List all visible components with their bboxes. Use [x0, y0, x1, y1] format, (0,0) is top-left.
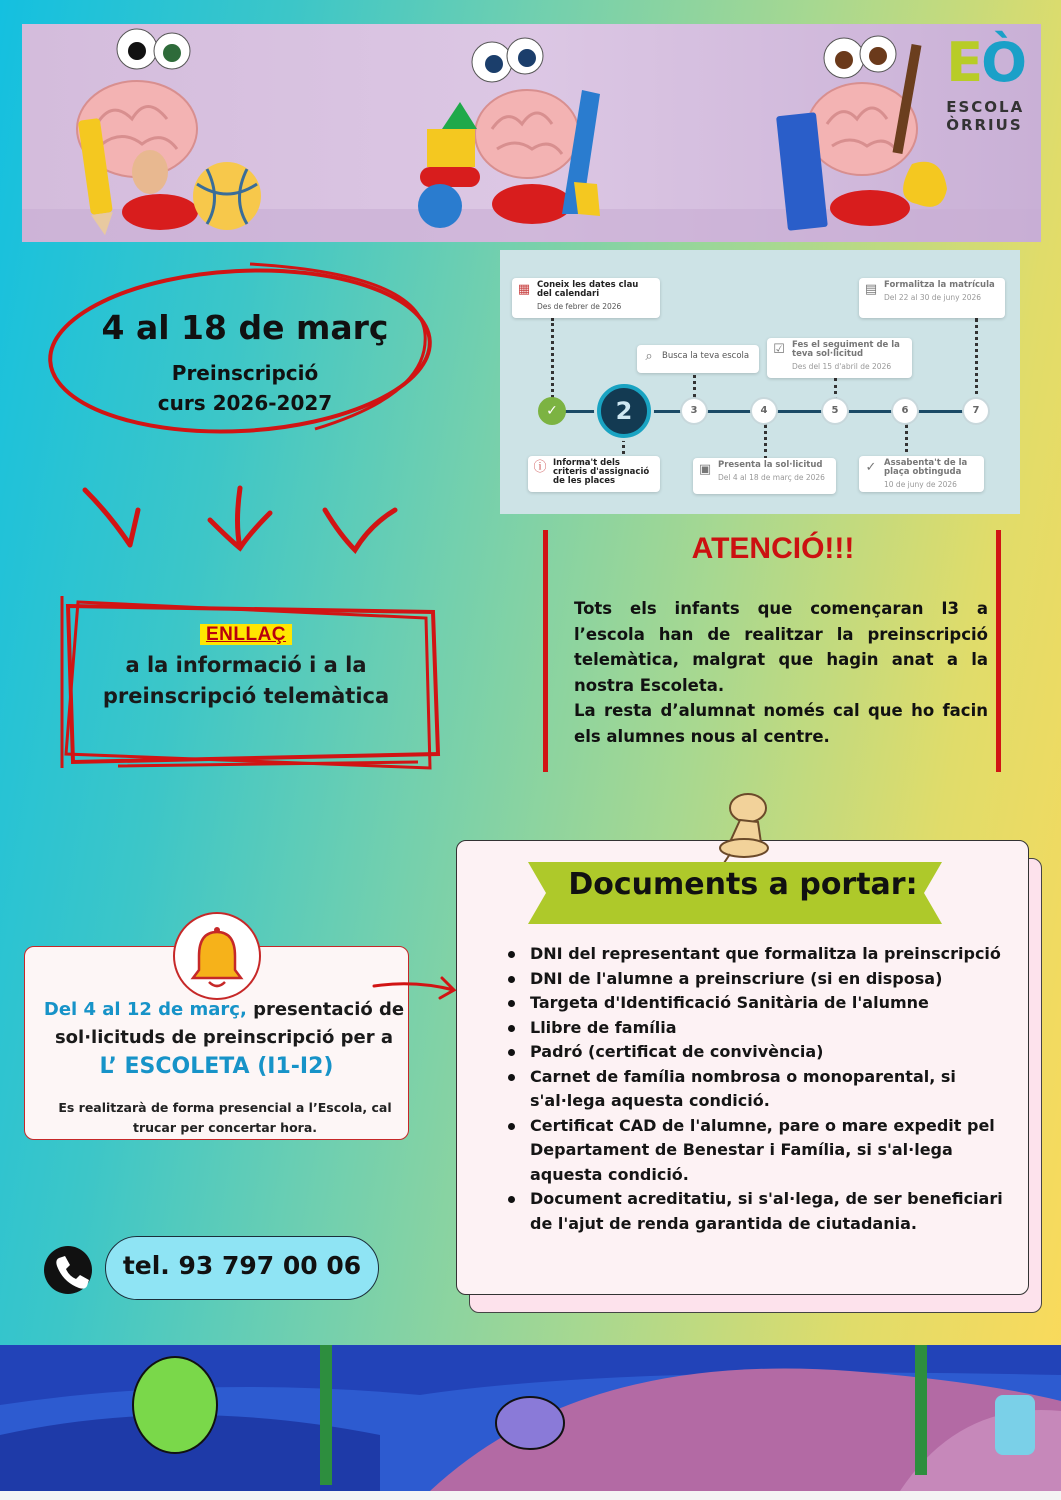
- children-drawing-footer: [0, 1345, 1061, 1491]
- timeline-step-5: 5: [821, 397, 849, 425]
- documents-title: Documents a portar:: [568, 867, 918, 902]
- timeline-connector: [551, 318, 554, 404]
- brain-character-3: [776, 36, 947, 231]
- list-item: DNI de l'alumne a preinscriure (si en disposa): [508, 967, 1008, 992]
- timeline-step-3: 3: [680, 397, 708, 425]
- checklist-icon: ☑: [773, 342, 785, 357]
- preinscription-link-box[interactable]: [48, 594, 444, 774]
- attention-paragraph-2: La resta d’alumnat només cal que ho facin els alumnes nous al centre.: [574, 701, 988, 746]
- attention-body: [574, 596, 988, 749]
- attention-paragraph-1: Tots els infants que començaran I3 a l’escola han de realitzar la preinscripció telemàtica, malgrat que hagin anat a la nostra Escoleta.: [574, 599, 988, 695]
- pushpin-icon: [700, 790, 780, 870]
- documents-list: [508, 942, 1008, 1236]
- timeline-step-1: ✓: [538, 397, 566, 425]
- list-item: Llibre de família: [508, 1016, 1008, 1041]
- timeline-step-6: 6: [891, 397, 919, 425]
- attention-right-bar: [996, 530, 1001, 772]
- attention-left-bar: [543, 530, 548, 772]
- dates-subtitle-1: Preinscripció: [171, 361, 319, 385]
- school-logo: [946, 28, 1025, 134]
- brain-character-1: [77, 29, 261, 237]
- calendar-icon: ▦: [517, 282, 531, 297]
- link-description[interactable]: a la informació i a la preinscripció telemàtica: [102, 653, 390, 708]
- down-arrows-decoration: [70, 480, 400, 560]
- brain-character-2: [418, 38, 600, 228]
- header-banner: [22, 24, 1041, 242]
- timeline-connector: [764, 424, 767, 460]
- phone-number[interactable]: tel. 93 797 00 06: [105, 1236, 379, 1300]
- form-icon: ▣: [698, 462, 712, 477]
- logo-name-line1: ESCOLA: [946, 98, 1025, 116]
- timeline-step-2: 2: [597, 384, 651, 438]
- timeline-step-4: 4: [750, 397, 778, 425]
- escoleta-text: presentació de sol·licituds de preinscripció per a: [54, 999, 405, 1048]
- timeline-step-7: 7: [962, 397, 990, 425]
- timeline-card-submit: ▣ Presenta la sol·licitud Del 4 al 18 de març de 2026: [693, 458, 836, 494]
- escoleta-dates: Del 4 al 12 de març,: [43, 999, 247, 1020]
- brain-characters-illustration: [22, 24, 1041, 242]
- dates-title: 4 al 18 de març: [101, 308, 389, 347]
- page-bottom-margin: [0, 1491, 1061, 1500]
- timeline-connector: [905, 424, 908, 460]
- list-item: Padró (certificat de convivència): [508, 1040, 1008, 1065]
- timeline-card-tracking: ☑ Fes el seguiment de la teva sol·licitud Des del 15 d'abril de 2026: [767, 338, 912, 378]
- bell-badge: [173, 912, 261, 1000]
- timeline-card-search: ⌕ Busca la teva escola: [637, 345, 759, 373]
- document-icon: ▤: [864, 282, 878, 297]
- timeline-card-dates: ▦ Coneix les dates clau del calendari Des de febrer de 2026: [512, 278, 660, 318]
- search-icon: ⌕: [645, 349, 653, 364]
- info-icon: ⓘ: [533, 460, 547, 475]
- timeline-connector: [975, 318, 978, 402]
- escoleta-description: [36, 996, 412, 1052]
- bell-icon: [175, 914, 259, 998]
- timeline-card-enrollment: ▤ Formalitza la matrícula Del 22 al 30 de juny 2026: [859, 278, 1005, 318]
- check-icon: ✓: [865, 460, 877, 475]
- timeline-card-result: ✓ Assabenta't de la plaça obtinguda 10 de juny de 2026: [859, 456, 984, 492]
- list-item: Targeta d'Identificació Sanitària de l'alumne: [508, 991, 1008, 1016]
- attention-title: ATENCIÓ!!!: [691, 532, 855, 565]
- children-drawing-illustration: [0, 1345, 1061, 1491]
- escoleta-title: L’ ESCOLETA (I1-I2): [99, 1054, 334, 1079]
- logo-name-line2: ÒRRIUS: [946, 116, 1023, 134]
- phone-icon: [44, 1246, 92, 1294]
- timeline-card-criteria: ⓘ Informa't dels criteris d'assignació de les places: [528, 456, 660, 492]
- dates-subtitle-2: curs 2026-2027: [157, 391, 333, 415]
- escoleta-note: Es realitzarà de forma presencial a l’Escola, cal trucar per concertar hora.: [58, 1100, 392, 1135]
- link-label[interactable]: ENLLAÇ: [48, 624, 444, 646]
- list-item: DNI del representant que formalitza la preinscripció: [508, 942, 1008, 967]
- list-item: Document acreditatiu, si s'al·lega, de ser beneficiari de l'ajut de renda garantida de ciutadania.: [508, 1187, 1008, 1236]
- logo-mark: EÒ: [946, 31, 1025, 94]
- dates-block: [40, 258, 450, 458]
- list-item: Carnet de família nombrosa o monoparental, si s'al·lega aquesta condició.: [508, 1065, 1008, 1114]
- list-item: Certificat CAD de l'alumne, pare o mare expedit pel Departament de Benestar i Família, si s'al·lega aquesta condició.: [508, 1114, 1008, 1188]
